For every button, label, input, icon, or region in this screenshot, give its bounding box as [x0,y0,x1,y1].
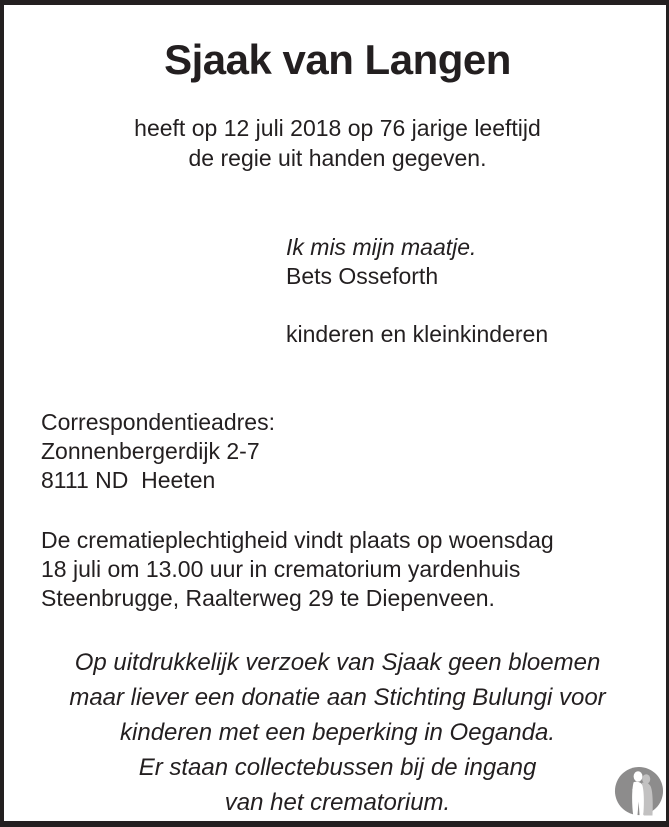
request-line: Op uitdrukkelijk verzoek van Sjaak geen bloemen [74,649,601,676]
deceased-name: Sjaak van Langen [164,36,511,83]
tribute-family-line: kinderen en kleinkinderen [286,321,549,347]
request-line: van het crematorium. [224,789,451,816]
announcement-text [9,113,666,173]
correspondence-address [41,408,275,495]
announcement-line: heeft op 12 juli 2018 op 76 jarige leeftijd [134,115,541,141]
flower-donation-request [9,645,666,820]
people-embracing-icon [614,766,664,818]
ceremony-line: De crematieplechtigheid vindt plaats op woensdag [41,527,554,553]
request-line: maar liever een donatie aan Stichting Bulungi voor [69,684,606,711]
correspondence-postal-city: 8111 ND Heeten [41,467,216,493]
correspondence-label: Correspondentieadres: [41,409,275,435]
correspondence-street: Zonnenbergerdijk 2-7 [41,438,260,464]
request-line: Er staan collectebussen bij de ingang [138,754,537,781]
ceremony-line: Steenbrugge, Raalterweg 29 te Diepenveen. [41,585,495,611]
tribute-quote: Ik mis mijn maatje. [286,234,477,260]
announcement-line: de regie uit handen gegeven. [188,145,487,171]
tribute-block [286,233,548,349]
request-line: kinderen met een beperking in Oeganda. [120,719,555,746]
tribute-relative-name: Bets Osseforth [286,263,439,289]
ceremony-details [41,526,554,613]
ceremony-line: 18 juli om 13.00 uur in crematorium yardenhuis [41,556,521,582]
